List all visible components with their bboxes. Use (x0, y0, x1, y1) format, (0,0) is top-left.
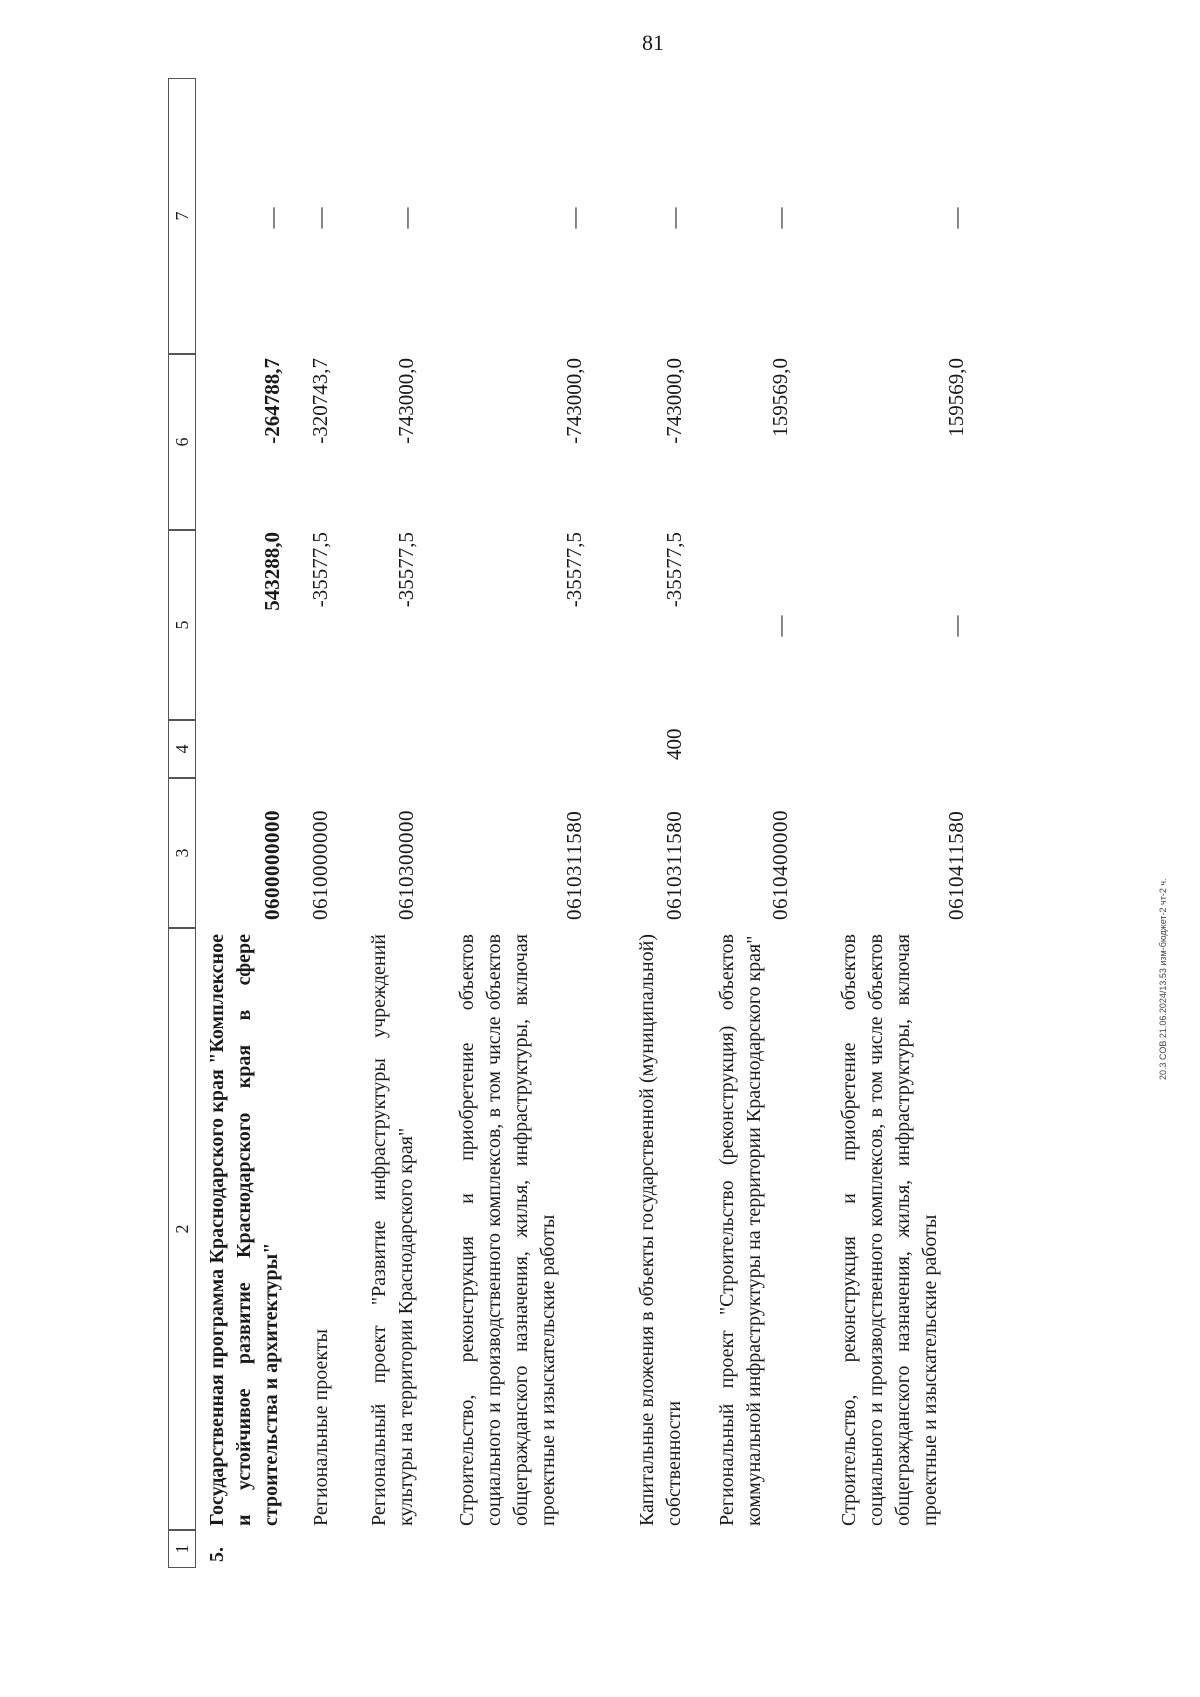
row-code: 0610411580 (944, 810, 968, 920)
row-value-5: -35577,5 (662, 532, 686, 608)
column-header-3: 3 (168, 778, 196, 928)
row-value-5: -35577,5 (394, 532, 418, 608)
document-stamp: 20.3 СОВ 21.06.2024/13.53 изм-бюджет-2 чт-2 ч. (1158, 878, 1168, 1080)
row-value-7: — (308, 207, 332, 229)
row-code: 0600000000 (260, 810, 284, 920)
row-code: 0610300000 (394, 810, 418, 920)
row-name: Строительство, реконструкция и приобретение объектов социального и производственного комплексов, в том числе объектов общегражданского назначения, жилья, инфраструктуры, включая проектные и изыскательские работы (456, 934, 559, 1526)
row-value-7: — (394, 207, 418, 229)
column-header-7: 7 (168, 78, 196, 354)
row-number: 5. (206, 1547, 228, 1562)
row-value-5: — (944, 615, 968, 637)
row-name: Региональный проект "Строительство (реконструкция) объектов коммунальной инфраструктуры на территории Краснодарского края" (716, 934, 765, 1526)
row-value-7: — (562, 207, 586, 229)
row-value-7: — (260, 207, 284, 229)
row-value-7: — (944, 207, 968, 229)
column-header-5: 5 (168, 530, 196, 720)
column-header-4: 4 (168, 720, 196, 778)
row-value-6: -743000,0 (662, 358, 686, 444)
row-value-5: -35577,5 (308, 532, 332, 608)
row-value-6: 159569,0 (768, 358, 792, 437)
row-expense-type: 400 (662, 728, 686, 760)
row-value-5: 543288,0 (260, 532, 284, 611)
row-name: Капитальные вложения в объекты государственной (муниципальной) собственности (636, 934, 685, 1526)
row-value-7: — (662, 207, 686, 229)
row-value-5: — (768, 615, 792, 637)
row-value-5: -35577,5 (562, 532, 586, 608)
row-value-6: -320743,7 (308, 358, 332, 444)
row-code: 0610311580 (562, 810, 586, 920)
row-value-6: -743000,0 (394, 358, 418, 444)
row-value-6: -264788,7 (260, 358, 284, 444)
row-name: Строительство, реконструкция и приобретение объектов социального и производственного комплексов, в том числе объектов общегражданского назначения, жилья, инфраструктуры, включая проектные и изыскательские работы (838, 934, 941, 1526)
column-header-1: 1 (168, 1530, 196, 1568)
row-code: 0610311580 (662, 810, 686, 920)
row-value-6: 159569,0 (944, 358, 968, 437)
column-header-2: 2 (168, 928, 196, 1530)
row-name: Государственная программа Краснодарского края "Комплексное и устойчивое развитие Краснодарского края в сфере строительства и архитектуры" (206, 934, 282, 1526)
row-name: Региональный проект "Развитие инфраструктуры учреждений культуры на территории Краснодарского края" (368, 934, 417, 1526)
row-name: Региональные проекты (310, 1329, 332, 1526)
row-value-6: -743000,0 (562, 358, 586, 444)
row-value-7: — (768, 207, 792, 229)
budget-table (168, 78, 1060, 1568)
row-code: 0610400000 (768, 810, 792, 920)
column-header-6: 6 (168, 354, 196, 530)
page-number: 81 (642, 30, 664, 55)
row-code: 0610000000 (308, 810, 332, 920)
